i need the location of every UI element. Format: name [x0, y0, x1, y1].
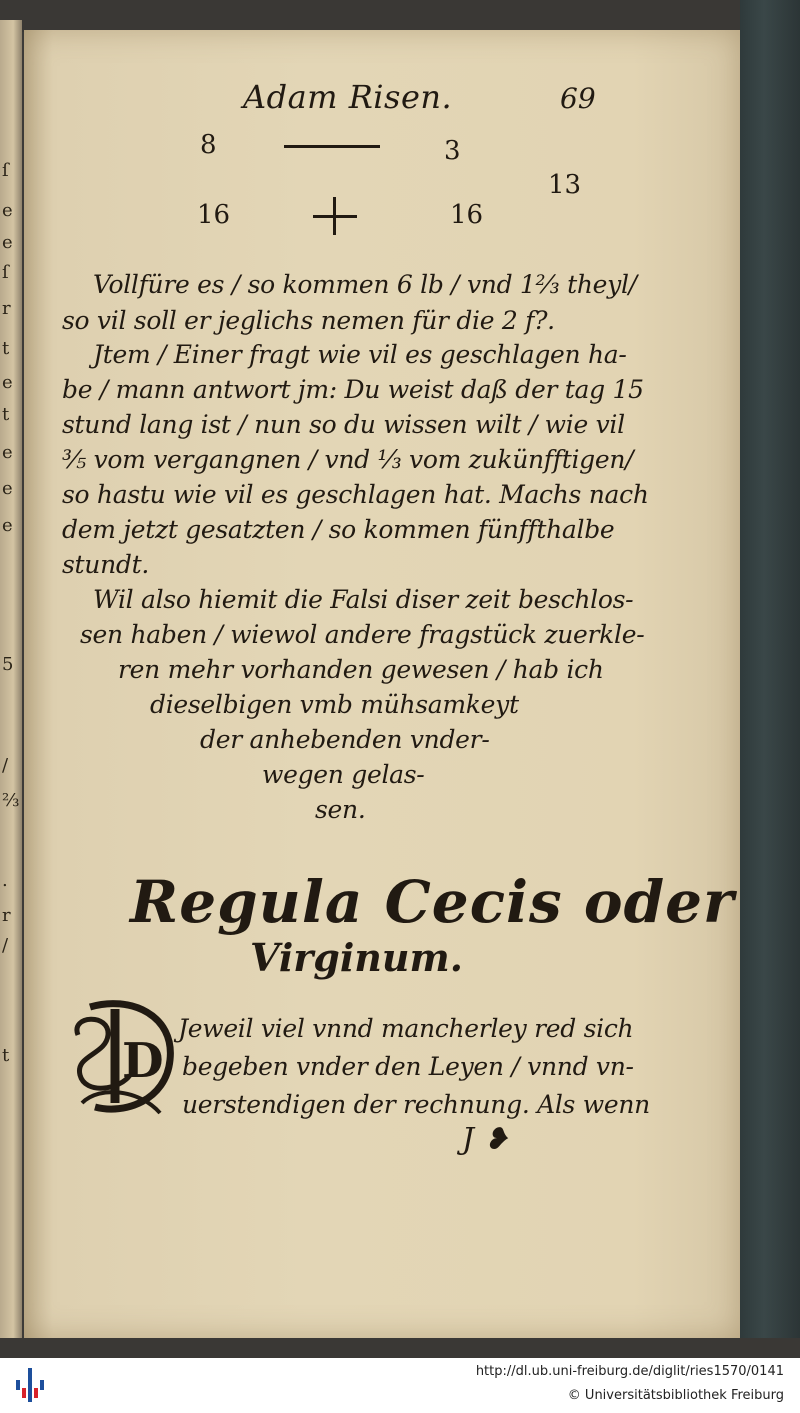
running-head: Adam Risen. [243, 78, 453, 116]
scan-background-top [0, 0, 800, 32]
body-line: dem jetzt gesatzten / so kommen fünffthalbe [62, 515, 615, 544]
body-line: stund lang ist / nun so du wissen wilt / wie vil [62, 410, 625, 439]
catchword: J ❥ [462, 1122, 509, 1157]
calc-top-right: 3 [444, 136, 461, 166]
body-line: sen. [315, 795, 366, 824]
decorated-initial [70, 995, 180, 1120]
calc-top-left: 8 [200, 130, 217, 160]
body-line: sen haben / wiewol andere fragstück zuerkle- [80, 620, 645, 649]
facing-page-mark: / [2, 935, 9, 956]
scan-background-bottom [0, 1338, 800, 1358]
dropcap-flourish-icon [70, 995, 180, 1120]
book-cover-board [740, 0, 800, 1355]
facing-page-mark: e [2, 478, 13, 499]
section-line: Jeweil viel vnnd mancherley red sich [178, 1014, 634, 1043]
calc-bottom-left: 16 [197, 200, 231, 230]
copyright-notice: © Universitätsbibliothek Freiburg [567, 1388, 784, 1403]
body-line: Vollfüre es / so kommen 6 lb / vnd 1⅔ theyl/ [93, 270, 637, 299]
plus-sign-vertical [333, 197, 336, 235]
facing-page-mark: e [2, 372, 13, 393]
section-line: uerstendigen der rechnung. Als wenn [182, 1090, 650, 1119]
facing-page-mark: e [2, 232, 13, 253]
facing-page-mark: t [2, 338, 10, 359]
facing-page-mark: e [2, 442, 13, 463]
facing-page-mark: t [2, 1045, 10, 1066]
body-line: stundt. [62, 550, 149, 579]
body-line: Wil also hiemit die Falsi diser zeit beschlos- [93, 585, 634, 614]
page-number: 69 [560, 82, 596, 115]
body-line: so hastu wie vil es geschlagen hat. Machs nach [62, 480, 649, 509]
facing-page-mark: t [2, 404, 10, 425]
body-line: ren mehr vorhanden gewesen / hab ich [118, 655, 604, 684]
section-subheading: Virginum. [250, 935, 463, 980]
body-line: ⅗ vom vergangnen / vnd ⅓ vom zukünfftigen/ [62, 445, 634, 474]
library-logo-icon [12, 1366, 48, 1404]
section-line: begeben vnder den Leyen / vnnd vn- [182, 1052, 634, 1081]
body-line: Jtem / Einer fragt wie vil es geschlagen ha- [93, 340, 627, 369]
facing-page-mark: r [2, 905, 11, 926]
facing-page-mark: ſ [2, 160, 9, 181]
facing-page-mark: / [2, 755, 9, 776]
calc-side-number: 13 [548, 170, 582, 200]
facing-page-mark: e [2, 200, 13, 221]
facing-page-mark: . [2, 870, 8, 891]
section-heading: Regula Cecis oder [130, 868, 735, 936]
facing-page-mark: ſ [2, 262, 9, 283]
body-line: der anhebenden vnder- [200, 725, 490, 754]
facing-page-mark: r [2, 298, 11, 319]
body-line: be / mann antwort jm: Du weist daß der tag 15 [62, 375, 644, 404]
permalink-url[interactable]: http://dl.ub.uni-freiburg.de/diglit/ries1570/0141 [475, 1364, 784, 1379]
facing-page-edge [0, 20, 22, 1338]
viewer-footer [0, 1358, 800, 1413]
facing-page-mark: 5 [2, 654, 14, 675]
facing-page-mark: e [2, 515, 13, 536]
body-line: dieselbigen vmb mühsamkeyt [150, 690, 519, 719]
calc-bottom-right: 16 [450, 200, 484, 230]
dropcap-letter: D [122, 1033, 164, 1089]
calc-dash [284, 145, 380, 148]
facing-page-mark: ⅔ [2, 790, 20, 811]
body-line: wegen gelas- [262, 760, 425, 789]
body-line: so vil soll er jeglichs nemen für die 2 f?. [62, 306, 555, 335]
